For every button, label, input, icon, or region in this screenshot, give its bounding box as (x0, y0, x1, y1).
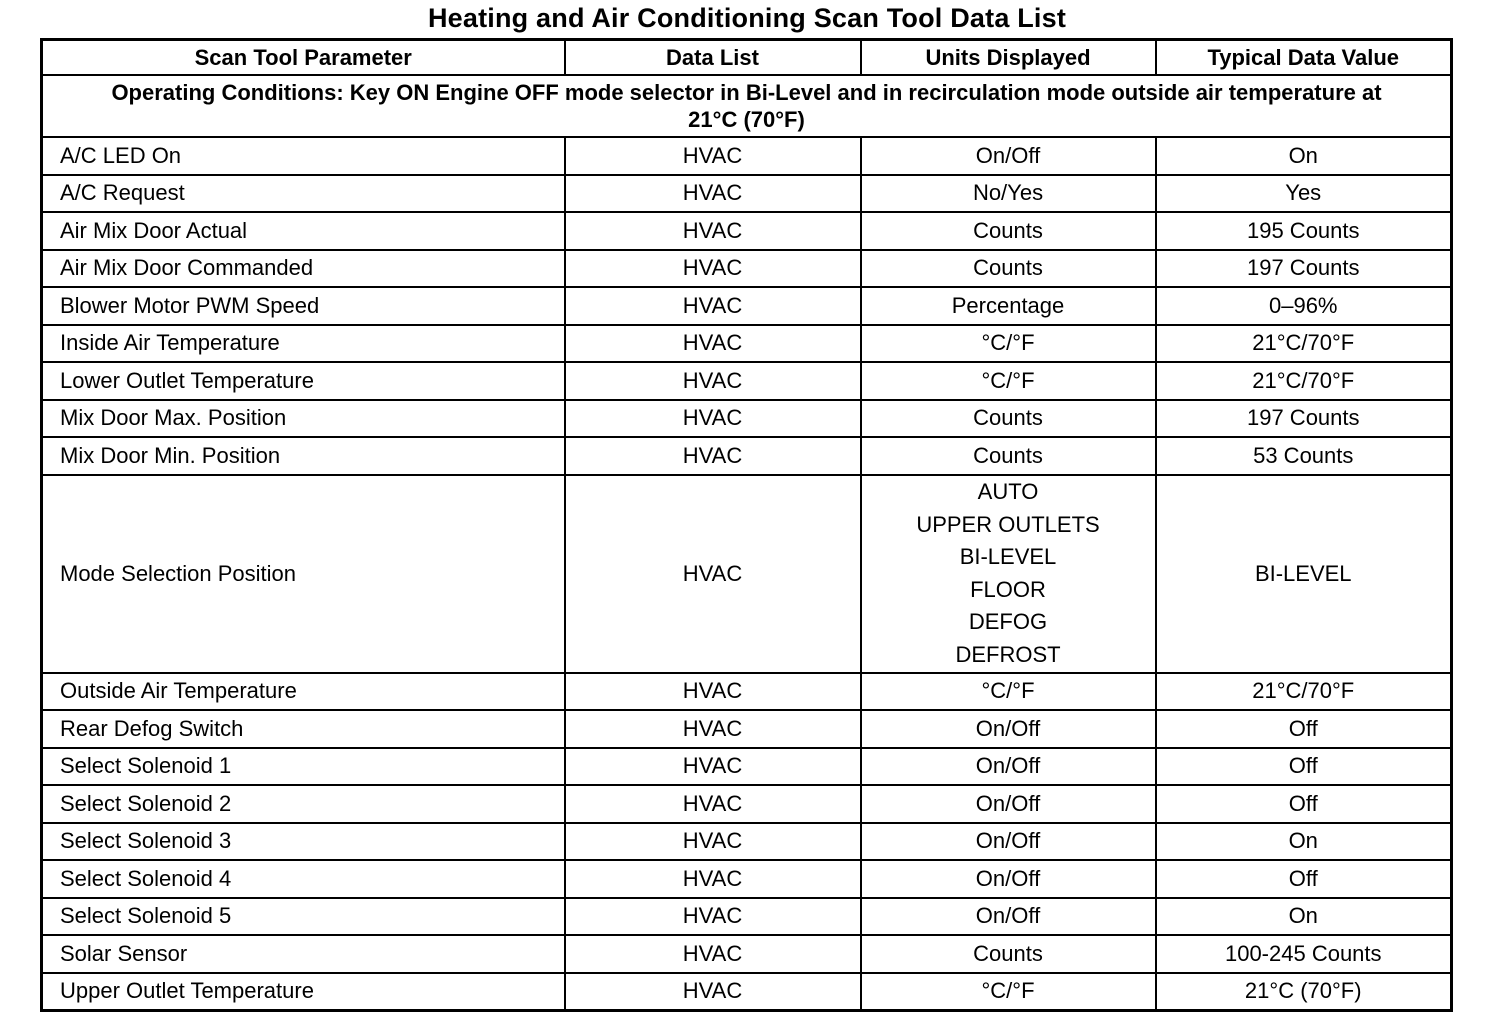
header-typical-data-value: Typical Data Value (1156, 40, 1452, 76)
units-cell: °C/°F (861, 673, 1156, 711)
typical-value-cell: Yes (1156, 175, 1452, 213)
table-row (42, 287, 1452, 325)
units-cell: No/Yes (861, 175, 1156, 213)
units-cell: Counts (861, 437, 1156, 475)
typical-value-cell: Off (1156, 785, 1452, 823)
typical-value-cell: 21°C/70°F (1156, 673, 1452, 711)
units-cell (861, 475, 1156, 673)
parameter-cell: Air Mix Door Actual (42, 212, 565, 250)
units-cell: On/Off (861, 785, 1156, 823)
units-cell: On/Off (861, 710, 1156, 748)
typical-value-cell: 21°C (70°F) (1156, 973, 1452, 1011)
parameter-cell: Select Solenoid 4 (42, 860, 565, 898)
parameter-cell: Outside Air Temperature (42, 673, 565, 711)
parameter-cell: Blower Motor PWM Speed (42, 287, 565, 325)
table-row (42, 400, 1452, 438)
parameter-cell: Mix Door Max. Position (42, 400, 565, 438)
table-row (42, 935, 1452, 973)
parameter-cell: Select Solenoid 1 (42, 748, 565, 786)
typical-value-cell: Off (1156, 748, 1452, 786)
table-row (42, 710, 1452, 748)
parameter-cell: Lower Outlet Temperature (42, 362, 565, 400)
parameter-cell: Rear Defog Switch (42, 710, 565, 748)
table-body (42, 75, 1452, 1011)
parameter-cell: A/C LED On (42, 137, 565, 175)
units-cell: Percentage (861, 287, 1156, 325)
parameter-cell: Inside Air Temperature (42, 325, 565, 363)
data-list-cell: HVAC (565, 287, 861, 325)
table-row (42, 823, 1452, 861)
data-list-cell: HVAC (565, 437, 861, 475)
parameter-cell: Upper Outlet Temperature (42, 973, 565, 1011)
typical-value-cell: 0–96% (1156, 287, 1452, 325)
typical-value-cell: 21°C/70°F (1156, 362, 1452, 400)
header-row (42, 40, 1452, 76)
data-list-cell: HVAC (565, 823, 861, 861)
table-row (42, 973, 1452, 1011)
table-row (42, 860, 1452, 898)
mode-option: AUTO (977, 479, 1039, 504)
table-row (42, 175, 1452, 213)
parameter-cell: Select Solenoid 5 (42, 898, 565, 936)
header-units-displayed: Units Displayed (861, 40, 1156, 76)
data-list-cell: HVAC (565, 935, 861, 973)
data-list-cell: HVAC (565, 860, 861, 898)
operating-conditions: Operating Conditions: Key ON Engine OFF mode selector in Bi-Level and in recirculation mode outside air temperature at 21°C (70°F) (42, 75, 1452, 137)
units-cell: On/Off (861, 137, 1156, 175)
units-cell: Counts (861, 400, 1156, 438)
units-cell: On/Off (861, 823, 1156, 861)
parameter-cell: Mode Selection Position (42, 475, 565, 673)
data-list-cell: HVAC (565, 362, 861, 400)
data-list-cell: HVAC (565, 250, 861, 288)
data-list-cell: HVAC (565, 175, 861, 213)
units-cell: On/Off (861, 748, 1156, 786)
data-list-cell: HVAC (565, 973, 861, 1011)
data-list-cell: HVAC (565, 898, 861, 936)
units-cell: Counts (861, 250, 1156, 288)
table-row (42, 212, 1452, 250)
typical-value-cell: Off (1156, 710, 1452, 748)
data-list-cell: HVAC (565, 785, 861, 823)
parameter-cell: A/C Request (42, 175, 565, 213)
typical-value-cell: 100-245 Counts (1156, 935, 1452, 973)
parameter-cell: Mix Door Min. Position (42, 437, 565, 475)
parameter-cell: Air Mix Door Commanded (42, 250, 565, 288)
units-cell: Counts (861, 212, 1156, 250)
table-row (42, 325, 1452, 363)
data-list-cell: HVAC (565, 212, 861, 250)
data-list-cell: HVAC (565, 400, 861, 438)
parameter-cell: Solar Sensor (42, 935, 565, 973)
units-cell: On/Off (861, 860, 1156, 898)
mode-option: UPPER OUTLETS (916, 511, 1100, 537)
table-row (42, 362, 1452, 400)
table-row (42, 250, 1452, 288)
typical-value-cell: BI-LEVEL (1156, 475, 1452, 673)
typical-value-cell: 53 Counts (1156, 437, 1452, 475)
typical-value-cell: 21°C/70°F (1156, 325, 1452, 363)
table-row (42, 748, 1452, 786)
data-list-cell: HVAC (565, 475, 861, 673)
data-list-cell: HVAC (565, 710, 861, 748)
units-cell: On/Off (861, 898, 1156, 936)
typical-value-cell: On (1156, 823, 1452, 861)
table-row (42, 785, 1452, 823)
page-title: Heating and Air Conditioning Scan Tool Data List (427, 3, 1067, 33)
table-row (42, 437, 1452, 475)
mode-option: FLOOR (970, 576, 1046, 602)
units-cell: °C/°F (861, 325, 1156, 363)
table-row-mode-selection (42, 475, 1452, 673)
units-cell: °C/°F (861, 973, 1156, 1011)
units-cell: °C/°F (861, 362, 1156, 400)
data-list-cell: HVAC (565, 748, 861, 786)
mode-option: DEFROST (955, 641, 1061, 667)
table-row (42, 137, 1452, 175)
table-row (42, 673, 1452, 711)
typical-value-cell: Off (1156, 860, 1452, 898)
data-list-cell: HVAC (565, 325, 861, 363)
parameter-cell: Select Solenoid 3 (42, 823, 565, 861)
mode-option: BI-LEVEL (959, 544, 1057, 569)
typical-value-cell: On (1156, 898, 1452, 936)
mode-option: DEFOG (968, 609, 1048, 634)
typical-value-cell: 197 Counts (1156, 250, 1452, 288)
typical-value-cell: On (1156, 137, 1452, 175)
operating-conditions-row (42, 75, 1452, 137)
units-cell: Counts (861, 935, 1156, 973)
header-data-list: Data List (565, 40, 861, 76)
typical-value-cell: 195 Counts (1156, 212, 1452, 250)
data-list-cell: HVAC (565, 137, 861, 175)
scan-data-table (40, 38, 1453, 1012)
typical-value-cell: 197 Counts (1156, 400, 1452, 438)
parameter-cell: Select Solenoid 2 (42, 785, 565, 823)
header-scan-tool-parameter: Scan Tool Parameter (42, 40, 565, 76)
mode-options-list (862, 476, 1155, 671)
table-row (42, 898, 1452, 936)
data-list-cell: HVAC (565, 673, 861, 711)
